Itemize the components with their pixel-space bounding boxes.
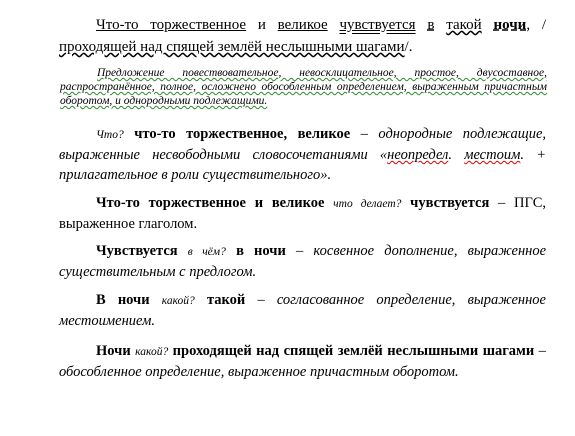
analyzed-sentence: Что-то торжественное и великое чувствуется в такой ночи, /проходящей над спящей землёй неслышными шагами/. (59, 17, 547, 55)
participial-phrase: проходящей над спящей землёй неслышными шагами (59, 39, 405, 55)
adverbial-preposition: в (427, 17, 435, 33)
predicate: чувствуется (339, 17, 416, 33)
analysis-predicate: Что-то торжественное и великое что делает? чувствуется – ПГС, выраженное глаголом. (59, 195, 547, 232)
subject-2: великое (277, 17, 328, 33)
analysis-participial: Ночи какой? проходящей над спящей землёй неслышными шагами – обособленное определение, выраженное причастным оборотом. (59, 343, 546, 380)
subject-1: Что-то торжественное (96, 17, 247, 33)
conjunction: и (246, 17, 278, 33)
analysis-object: Чувствуется в чём? в ночи – косвенное дополнение, выраженное существительным с предлогом. (59, 243, 547, 280)
object: ночи (493, 17, 527, 33)
sentence-characteristic: Предложение повествовательное, невосклицательное, простое, двусоставное, распространённое, полное, осложнено обособленным определением, выраженным причастным оборотом, и однородными подлежащими. (60, 67, 547, 107)
analysis-attribute: В ночи какой? такой – согласованное определение, выраженное местоимением. (59, 292, 546, 329)
attribute: такой (446, 17, 482, 33)
analysis-subjects: Что? что-то торжественное, великое – однородные подлежащие, выраженные несвободными словосочетаниями «неопредел. местоим. + прилагательное в роли существительного». (59, 126, 547, 183)
